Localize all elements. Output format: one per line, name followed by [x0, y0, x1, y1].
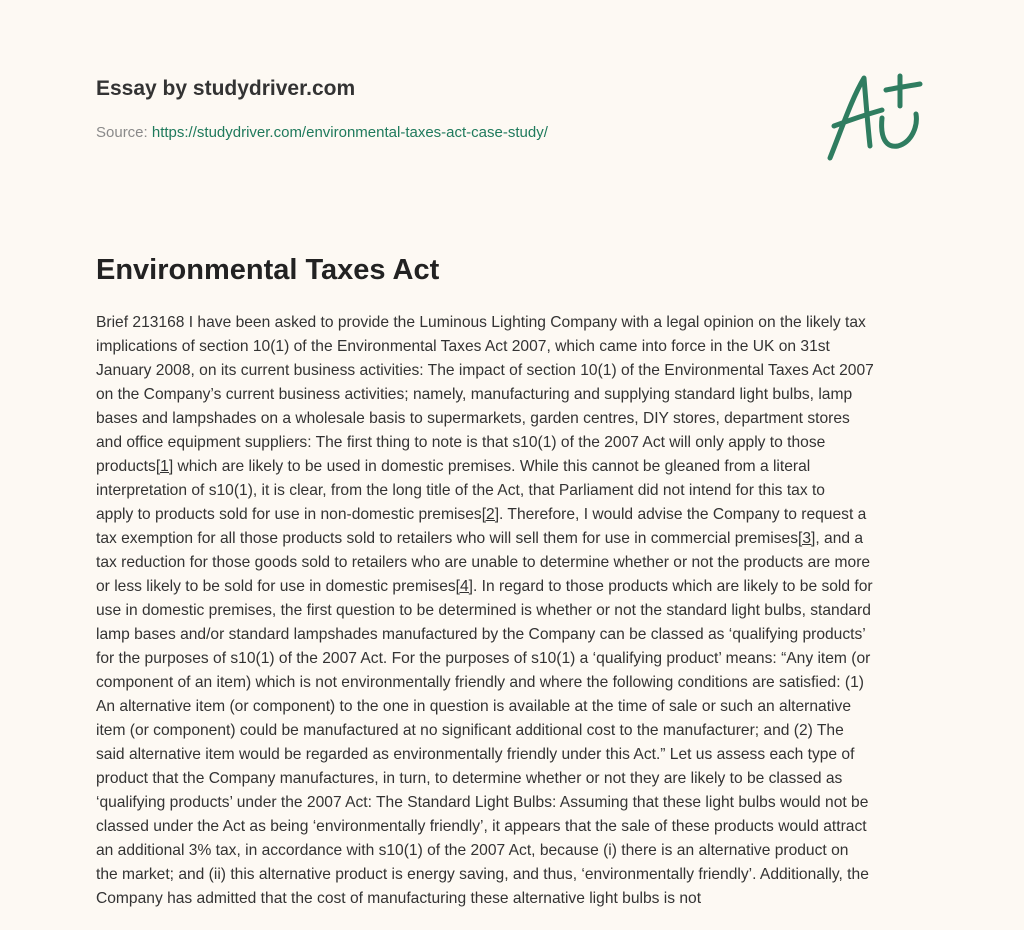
essay-text: or less likely to be sold for use in domestic premises — [96, 578, 456, 595]
essay-text: which are likely to be used in domestic premises. While this cannot be gleaned from a literal — [173, 458, 811, 475]
essay-line — [96, 383, 936, 407]
essay-text: January 2008, on its current business activities: The impact of section 10(1) of the Environmental Taxes Act 2007 — [96, 362, 874, 379]
essay-line — [96, 359, 936, 383]
essay-text: Brief 213168 I have been asked to provide the Luminous Lighting Company with a legal opinion on the likely tax — [96, 314, 866, 331]
essay-title: Environmental Taxes Act — [96, 254, 440, 286]
essay-line — [96, 599, 936, 623]
essay-line — [96, 575, 936, 599]
essay-line — [96, 767, 936, 791]
footnote-link[interactable]: [3] — [798, 530, 816, 547]
essay-line — [96, 743, 936, 767]
essay-text: . Therefore, I would advise the Company to request a — [499, 506, 867, 523]
essay-line — [96, 791, 936, 815]
essay-text: for the purposes of s10(1) of the 2007 Act. For the purposes of s10(1) a ‘qualifying product’ means: “Any item (or — [96, 650, 871, 667]
a-plus-logo-icon — [820, 68, 930, 168]
essay-text: lamp bases and/or standard lampshades manufactured by the Company can be classed as ‘qualifying products’ — [96, 626, 866, 643]
footnote-link[interactable]: [1] — [155, 458, 174, 475]
essay-text: item (or component) could be manufactured at no significant additional cost to the manufacturer; and (2) The — [96, 722, 844, 739]
essay-line — [96, 455, 936, 479]
essay-line — [96, 647, 936, 671]
essay-line — [96, 503, 936, 527]
essay-line — [96, 311, 936, 335]
essay-line — [96, 335, 936, 359]
essay-text: implications of section 10(1) of the Environmental Taxes Act 2007, which came into force in the UK on 31st — [96, 338, 830, 355]
essay-text: an additional 3% tax, in accordance with s10(1) of the 2007 Act, because (i) there is an alternative product on — [96, 842, 849, 859]
essay-text: bases and lampshades on a wholesale basis to supermarkets, garden centres, DIY stores, department stores — [96, 410, 850, 427]
source-label: Source: — [96, 124, 148, 141]
essay-body — [96, 311, 936, 911]
essay-line — [96, 863, 936, 887]
footnote-link[interactable]: [4] — [455, 578, 474, 595]
essay-text: tax reduction for those goods sold to retailers who are unable to determine whether or not the products are more — [96, 554, 871, 571]
essay-line — [96, 695, 936, 719]
essay-text: and office equipment suppliers: The first thing to note is that s10(1) of the 2007 Act will only apply to those — [96, 434, 826, 451]
essay-text: ‘qualifying products’ under the 2007 Act: The Standard Light Bulbs: Assuming that these light bulbs would not be — [96, 794, 869, 811]
essay-line — [96, 407, 936, 431]
source-link[interactable]: https://studydriver.com/environmental-taxes-act-case-study/ — [151, 124, 548, 141]
essay-text: use in domestic premises, the first question to be determined is whether or not the standard light bulbs, standard — [96, 602, 871, 619]
essay-line — [96, 671, 936, 695]
essay-text: component of an item) which is not environmentally friendly and where the following conditions are satisfied: (1) — [96, 674, 864, 691]
essay-text: interpretation of s10(1), it is clear, from the long title of the Act, that Parliament did not intend for this tax to — [96, 482, 825, 499]
essay-line — [96, 719, 936, 743]
essay-text: product that the Company manufactures, in turn, to determine whether or not they are likely to be classed as — [96, 770, 843, 787]
essay-line — [96, 479, 936, 503]
essay-text: Company has admitted that the cost of manufacturing these alternative light bulbs is not — [96, 890, 702, 907]
site-brand: Essay by studydriver.com — [96, 77, 356, 100]
essay-text: classed under the Act as being ‘environmentally friendly’, it appears that the sale of these products would attract — [96, 818, 867, 835]
essay-text: , and a — [815, 530, 864, 547]
essay-line — [96, 815, 936, 839]
essay-text: on the Company’s current business activities; namely, manufacturing and supplying standard light bulbs, lamp — [96, 386, 853, 403]
essay-text: said alternative item would be regarded as environmentally friendly under this Act.” Let us assess each type of — [96, 746, 855, 763]
essay-text: the market; and (ii) this alternative product is energy saving, and thus, ‘environmentally friendly’. Additionally, the — [96, 866, 869, 883]
essay-line — [96, 527, 936, 551]
essay-text: An alternative item (or component) to the one in question is available at the time of sale or such an alternative — [96, 698, 851, 715]
essay-text: . In regard to those products which are likely to be sold for — [473, 578, 873, 595]
essay-text: products — [96, 458, 156, 475]
essay-text: tax exemption for all those products sold to retailers who will sell them for use in commercial premises — [96, 530, 799, 547]
essay-line — [96, 431, 936, 455]
footnote-link[interactable]: [2] — [481, 506, 500, 523]
essay-line — [96, 551, 936, 575]
essay-line — [96, 623, 936, 647]
essay-line — [96, 887, 936, 911]
essay-text: apply to products sold for use in non-domestic premises — [96, 506, 482, 523]
source-line — [96, 124, 548, 141]
essay-line — [96, 839, 936, 863]
